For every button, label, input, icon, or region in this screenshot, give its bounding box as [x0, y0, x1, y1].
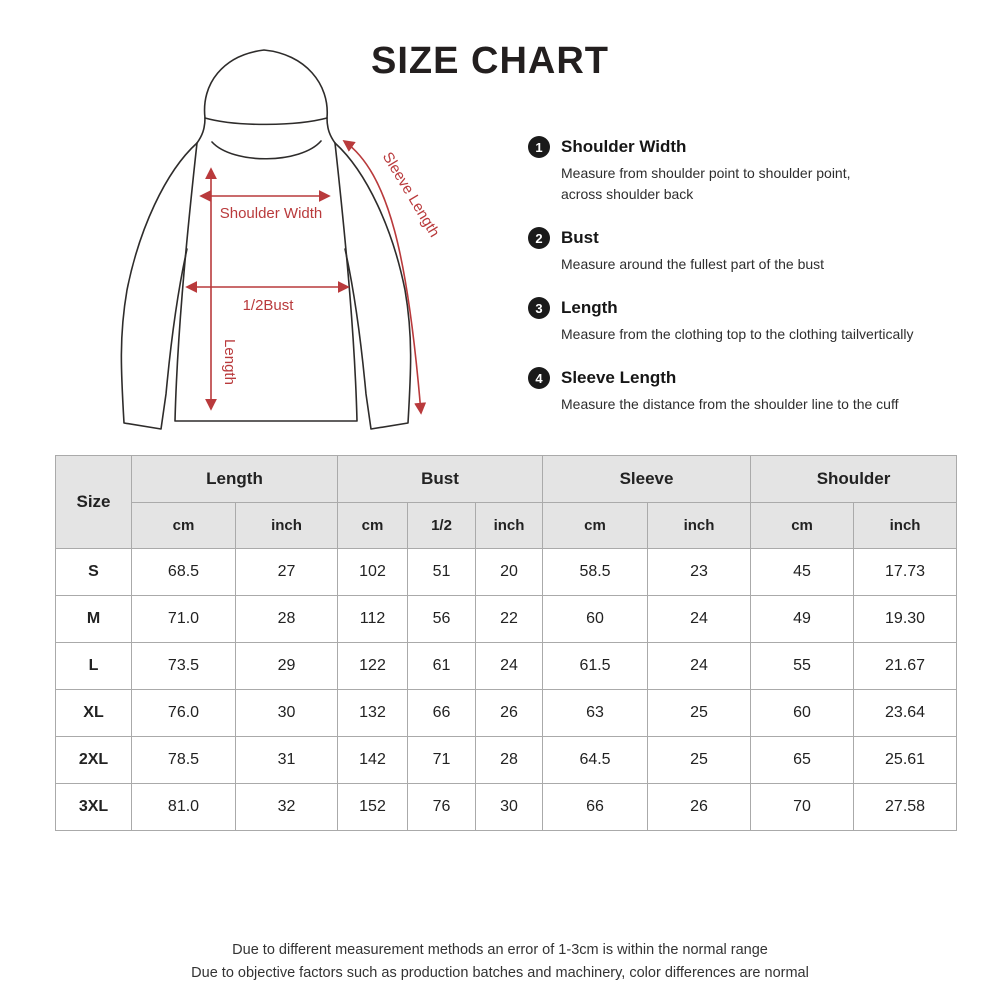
measurement-cell: 24: [476, 643, 543, 690]
subcol-sleeve-inch: inch: [648, 503, 751, 549]
size-label-cell: XL: [56, 690, 132, 737]
measurement-cell: 30: [236, 690, 338, 737]
measurement-cell: 23: [648, 549, 751, 596]
subcol-sleeve-cm: cm: [543, 503, 648, 549]
measurement-cell: 60: [543, 596, 648, 643]
instruction-title: Bust: [561, 228, 599, 247]
measurement-cell: 65: [751, 737, 854, 784]
measurement-cell: 71: [408, 737, 476, 784]
measurement-cell: 132: [338, 690, 408, 737]
measurement-cell: 81.0: [132, 784, 236, 831]
measurement-cell: 27.58: [854, 784, 957, 831]
subcol-shoulder-cm: cm: [751, 503, 854, 549]
step-1-badge: 1: [528, 136, 550, 158]
table-group-header-row: [56, 456, 957, 503]
table-row: [56, 737, 957, 784]
measurement-cell: 112: [338, 596, 408, 643]
measurement-cell: 29: [236, 643, 338, 690]
measurement-cell: 28: [236, 596, 338, 643]
measurement-cell: 76: [408, 784, 476, 831]
measurement-cell: 22: [476, 596, 543, 643]
footer-note-measurement: Due to different measurement methods an error of 1-3cm is within the normal range: [232, 942, 768, 958]
measurement-cell: 66: [543, 784, 648, 831]
measurement-cell: 61: [408, 643, 476, 690]
measurement-cell: 25.61: [854, 737, 957, 784]
measurement-cell: 25: [648, 690, 751, 737]
footer-note-color: Due to objective factors such as production batches and machinery, color differences are normal: [191, 965, 809, 981]
measurement-cell: 28: [476, 737, 543, 784]
measurement-cell: 56: [408, 596, 476, 643]
desc-line: Measure the distance from the shoulder line to the cuff: [561, 396, 899, 412]
step-2-badge: 2: [528, 227, 550, 249]
measurement-cell: 58.5: [543, 549, 648, 596]
size-label-cell: M: [56, 596, 132, 643]
instruction-bust: [528, 227, 988, 275]
measurement-cell: 24: [648, 643, 751, 690]
subcol-length-cm: cm: [132, 503, 236, 549]
subcol-bust-cm: cm: [338, 503, 408, 549]
footer-notes: [0, 939, 1000, 985]
shoulder-width-label: Shoulder Width: [219, 205, 323, 222]
table-row: [56, 596, 957, 643]
sleeve-length-label: Sleeve Length: [378, 149, 443, 241]
col-header-bust: Bust: [338, 456, 543, 503]
table-row: [56, 690, 957, 737]
instruction-desc: [561, 254, 824, 275]
col-header-length: Length: [132, 456, 338, 503]
measurement-cell: 63: [543, 690, 648, 737]
measurement-cell: 64.5: [543, 737, 648, 784]
instruction-desc: [561, 324, 914, 345]
measurement-cell: 24: [648, 596, 751, 643]
measurement-cell: 61.5: [543, 643, 648, 690]
length-label: Length: [221, 339, 238, 385]
measurement-cell: 25: [648, 737, 751, 784]
instruction-length: [528, 297, 988, 345]
subcol-length-inch: inch: [236, 503, 338, 549]
measurement-cell: 19.30: [854, 596, 957, 643]
size-label-cell: S: [56, 549, 132, 596]
measurement-cell: 17.73: [854, 549, 957, 596]
measurement-cell: 78.5: [132, 737, 236, 784]
measurement-cell: 152: [338, 784, 408, 831]
page-title: SIZE CHART: [371, 40, 609, 82]
measurement-cell: 51: [408, 549, 476, 596]
instruction-desc: [561, 394, 899, 415]
measurement-cell: 122: [338, 643, 408, 690]
size-table-body: [56, 549, 957, 831]
measurement-cell: 102: [338, 549, 408, 596]
measurement-cell: 73.5: [132, 643, 236, 690]
size-label-cell: L: [56, 643, 132, 690]
measurement-cell: 20: [476, 549, 543, 596]
measurement-cell: 31: [236, 737, 338, 784]
desc-line: across shoulder back: [561, 186, 694, 202]
measurement-cell: 55: [751, 643, 854, 690]
step-3-badge: 3: [528, 297, 550, 319]
col-header-shoulder: Shoulder: [751, 456, 957, 503]
measurement-cell: 71.0: [132, 596, 236, 643]
subcol-shoulder-inch: inch: [854, 503, 957, 549]
instruction-sleeve-length: [528, 367, 988, 415]
measurement-cell: 76.0: [132, 690, 236, 737]
desc-line: Measure from the clothing top to the clothing tailvertically: [561, 326, 914, 342]
size-table: [55, 455, 957, 831]
measurement-cell: 142: [338, 737, 408, 784]
measurement-instructions: [528, 136, 988, 437]
measurement-cell: 27: [236, 549, 338, 596]
measurement-cell: 49: [751, 596, 854, 643]
desc-line: Measure around the fullest part of the bust: [561, 256, 825, 272]
measurement-cell: 68.5: [132, 549, 236, 596]
col-header-size: Size: [56, 456, 132, 549]
size-label-cell: 2XL: [56, 737, 132, 784]
half-bust-label: 1/2Bust: [242, 297, 294, 314]
measurement-cell: 21.67: [854, 643, 957, 690]
instruction-title: Shoulder Width: [561, 137, 687, 156]
measurement-cell: 60: [751, 690, 854, 737]
measurement-cell: 23.64: [854, 690, 957, 737]
col-header-sleeve: Sleeve: [543, 456, 751, 503]
instruction-shoulder-width: [528, 136, 988, 205]
table-row: [56, 784, 957, 831]
measurement-cell: 70: [751, 784, 854, 831]
table-sub-header-row: [56, 503, 957, 549]
subcol-bust-half: 1/2: [408, 503, 476, 549]
table-row: [56, 643, 957, 690]
subcol-bust-inch: inch: [476, 503, 543, 549]
measurement-cell: 30: [476, 784, 543, 831]
instruction-desc: [561, 163, 851, 205]
hoodie-outline: [121, 50, 410, 429]
step-4-badge: 4: [528, 367, 550, 389]
size-label-cell: 3XL: [56, 784, 132, 831]
measurement-cell: 66: [408, 690, 476, 737]
hoodie-measurement-diagram: [55, 42, 505, 447]
measurement-cell: 26: [648, 784, 751, 831]
desc-line: Measure from shoulder point to shoulder point,: [561, 165, 851, 181]
instruction-title: Length: [561, 298, 618, 317]
measurement-cell: 32: [236, 784, 338, 831]
measurement-cell: 45: [751, 549, 854, 596]
table-row: [56, 549, 957, 596]
instruction-title: Sleeve Length: [561, 368, 677, 387]
measurement-cell: 26: [476, 690, 543, 737]
